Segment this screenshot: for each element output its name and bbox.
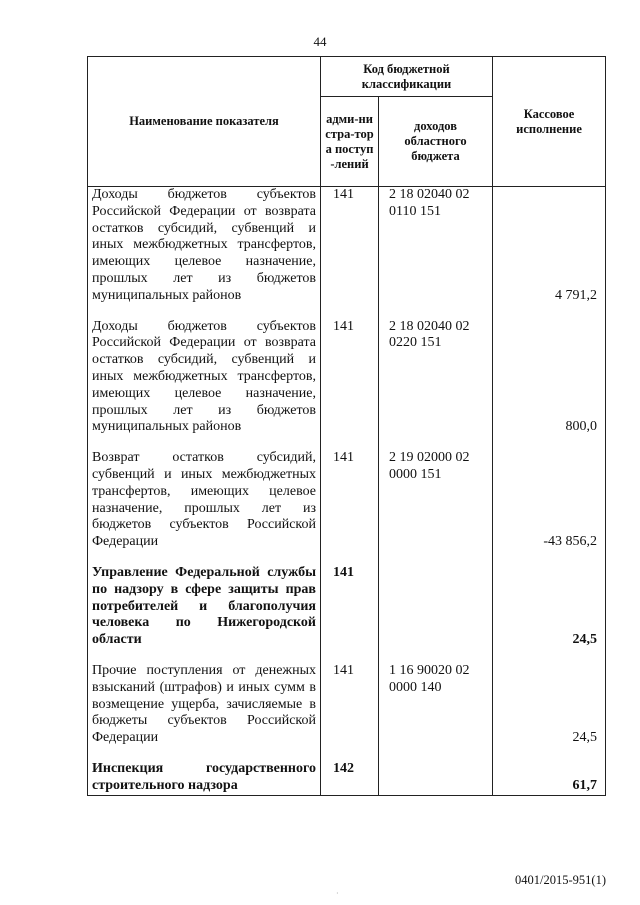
row-revenue-code: 2 18 02040 02 0110 151 — [379, 187, 493, 305]
header-name: Наименование показателя — [88, 57, 321, 187]
row-admin-code: 141 — [321, 663, 379, 747]
row-amount: -43 856,2 — [493, 450, 606, 551]
row-revenue-code: 2 18 02040 02 0220 151 — [379, 319, 493, 437]
row-admin-code: 141 — [321, 450, 379, 551]
table-row — [88, 565, 606, 649]
document-code: 0401/2015-951(1) — [515, 873, 606, 887]
header-admin: адми-нистра-тора поступ-лений — [321, 97, 379, 187]
page-mark: · — [336, 889, 339, 898]
row-revenue-code: 1 16 90020 02 0000 140 — [379, 663, 493, 747]
table-row — [88, 319, 606, 437]
row-admin-code: 141 — [321, 565, 379, 649]
table-row — [88, 450, 606, 551]
budget-table — [87, 56, 606, 796]
header-execution: Кассовое исполнение — [493, 57, 606, 187]
row-name: Прочие поступления от денежных взысканий (штрафов) и иных сумм в возмещение ущерба, зачисляемые в бюджеты субъектов Российской Федерации — [88, 663, 321, 747]
row-revenue-code — [379, 565, 493, 649]
row-amount: 61,7 — [493, 761, 606, 795]
row-revenue-code: 2 19 02000 02 0000 151 — [379, 450, 493, 551]
header-revenue: доходов областного бюджета — [379, 97, 493, 187]
row-amount: 800,0 — [493, 319, 606, 437]
row-admin-code: 141 — [321, 187, 379, 305]
table-row — [88, 663, 606, 747]
row-amount: 24,5 — [493, 565, 606, 649]
table-row — [88, 187, 606, 305]
row-name: Возврат остатков субсидий, субвенций и иных межбюджетных трансфертов, имеющих целевое назначение, прошлых лет из бюджетов субъектов Российской Федерации — [88, 450, 321, 551]
row-name: Инспекция государственного строительного надзора — [88, 761, 321, 795]
row-name: Управление Федеральной службы по надзору в сфере защиты прав потребителей и благополучия человека по Нижегородской области — [88, 565, 321, 649]
row-amount: 4 791,2 — [493, 187, 606, 305]
table-row — [88, 761, 606, 795]
row-admin-code: 141 — [321, 319, 379, 437]
row-name: Доходы бюджетов субъектов Российской Федерации от возврата остатков субсидий, субвенций и иных межбюджетных трансфертов, имеющих целевое назначение, прошлых лет из бюджетов муниципальных районов — [88, 319, 321, 437]
row-amount: 24,5 — [493, 663, 606, 747]
header-budget-code: Код бюджетной классификации — [321, 57, 493, 97]
row-admin-code: 142 — [321, 761, 379, 795]
row-name: Доходы бюджетов субъектов Российской Федерации от возврата остатков субсидий, субвенций и иных межбюджетных трансфертов, имеющих целевое назначение, прошлых лет из бюджетов муниципальных районов — [88, 187, 321, 305]
page-number: 44 — [313, 34, 327, 49]
row-revenue-code — [379, 761, 493, 795]
